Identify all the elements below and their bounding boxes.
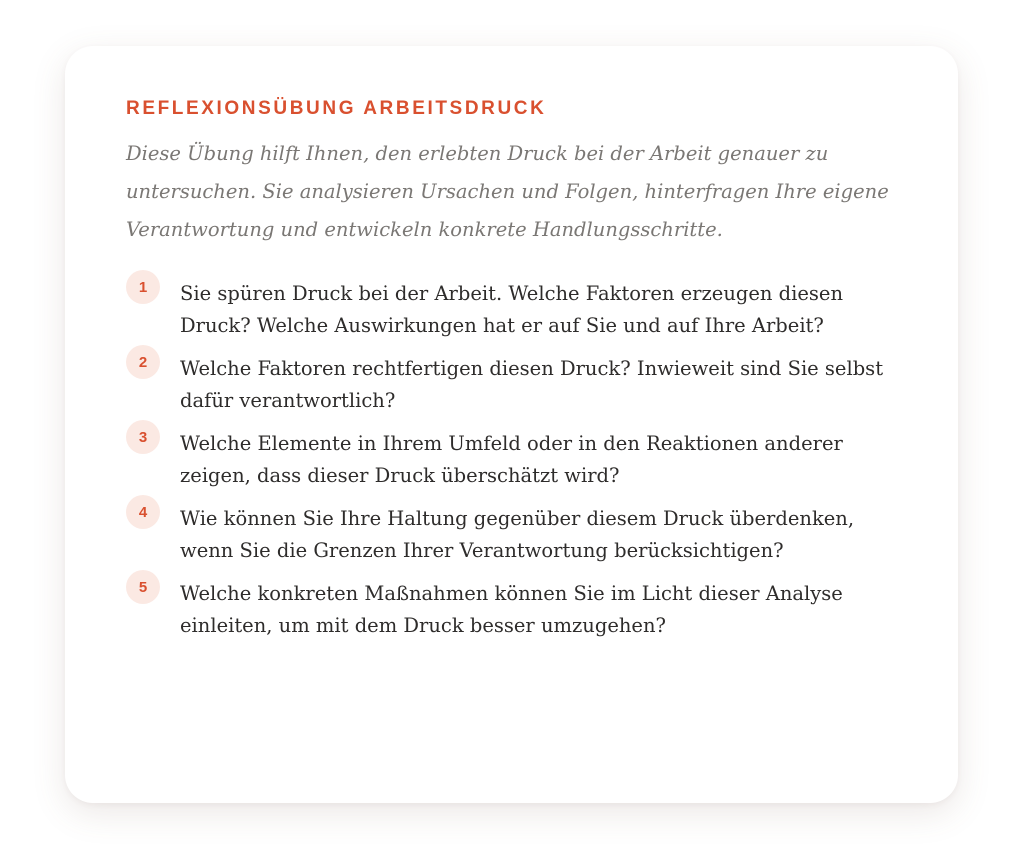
question-item: [126, 503, 898, 567]
question-text: Sie spüren Druck bei der Arbeit. Welche Faktoren erzeugen diesen Druck? Welche Auswirkungen hat er auf Sie und auf Ihre Arbeit?: [180, 282, 844, 337]
question-text: Welche konkreten Maßnahmen können Sie im Licht dieser Analyse einleiten, um mit dem Druck besser umzugehen?: [180, 582, 843, 637]
question-item: [126, 278, 898, 342]
exercise-title: REFLEXIONSÜBUNG ARBEITSDRUCK: [126, 98, 547, 119]
question-number-badge: 2: [126, 345, 160, 379]
question-item: [126, 353, 898, 417]
question-text: Welche Faktoren rechtfertigen diesen Druck? Inwieweit sind Sie selbst dafür verantwortlich?: [180, 357, 884, 412]
question-list: [126, 278, 898, 642]
exercise-card: [65, 46, 958, 803]
question-text: Wie können Sie Ihre Haltung gegenüber diesem Druck überdenken, wenn Sie die Grenzen Ihrer Verantwortung berücksichtigen?: [180, 507, 855, 562]
question-text: Welche Elemente in Ihrem Umfeld oder in den Reaktionen anderer zeigen, dass dieser Druck überschätzt wird?: [180, 432, 843, 487]
question-number-badge: 4: [126, 495, 160, 529]
question-item: [126, 428, 898, 492]
question-number-badge: 5: [126, 570, 160, 604]
question-number-badge: 3: [126, 420, 160, 454]
question-number-badge: 1: [126, 270, 160, 304]
question-item: [126, 578, 898, 642]
exercise-intro: Diese Übung hilft Ihnen, den erlebten Druck bei der Arbeit genauer zu untersuchen. Sie analysieren Ursachen und Folgen, hinterfragen Ihre eigene Verantwortung und entwickeln konkrete Handlungsschritte.: [126, 142, 889, 241]
